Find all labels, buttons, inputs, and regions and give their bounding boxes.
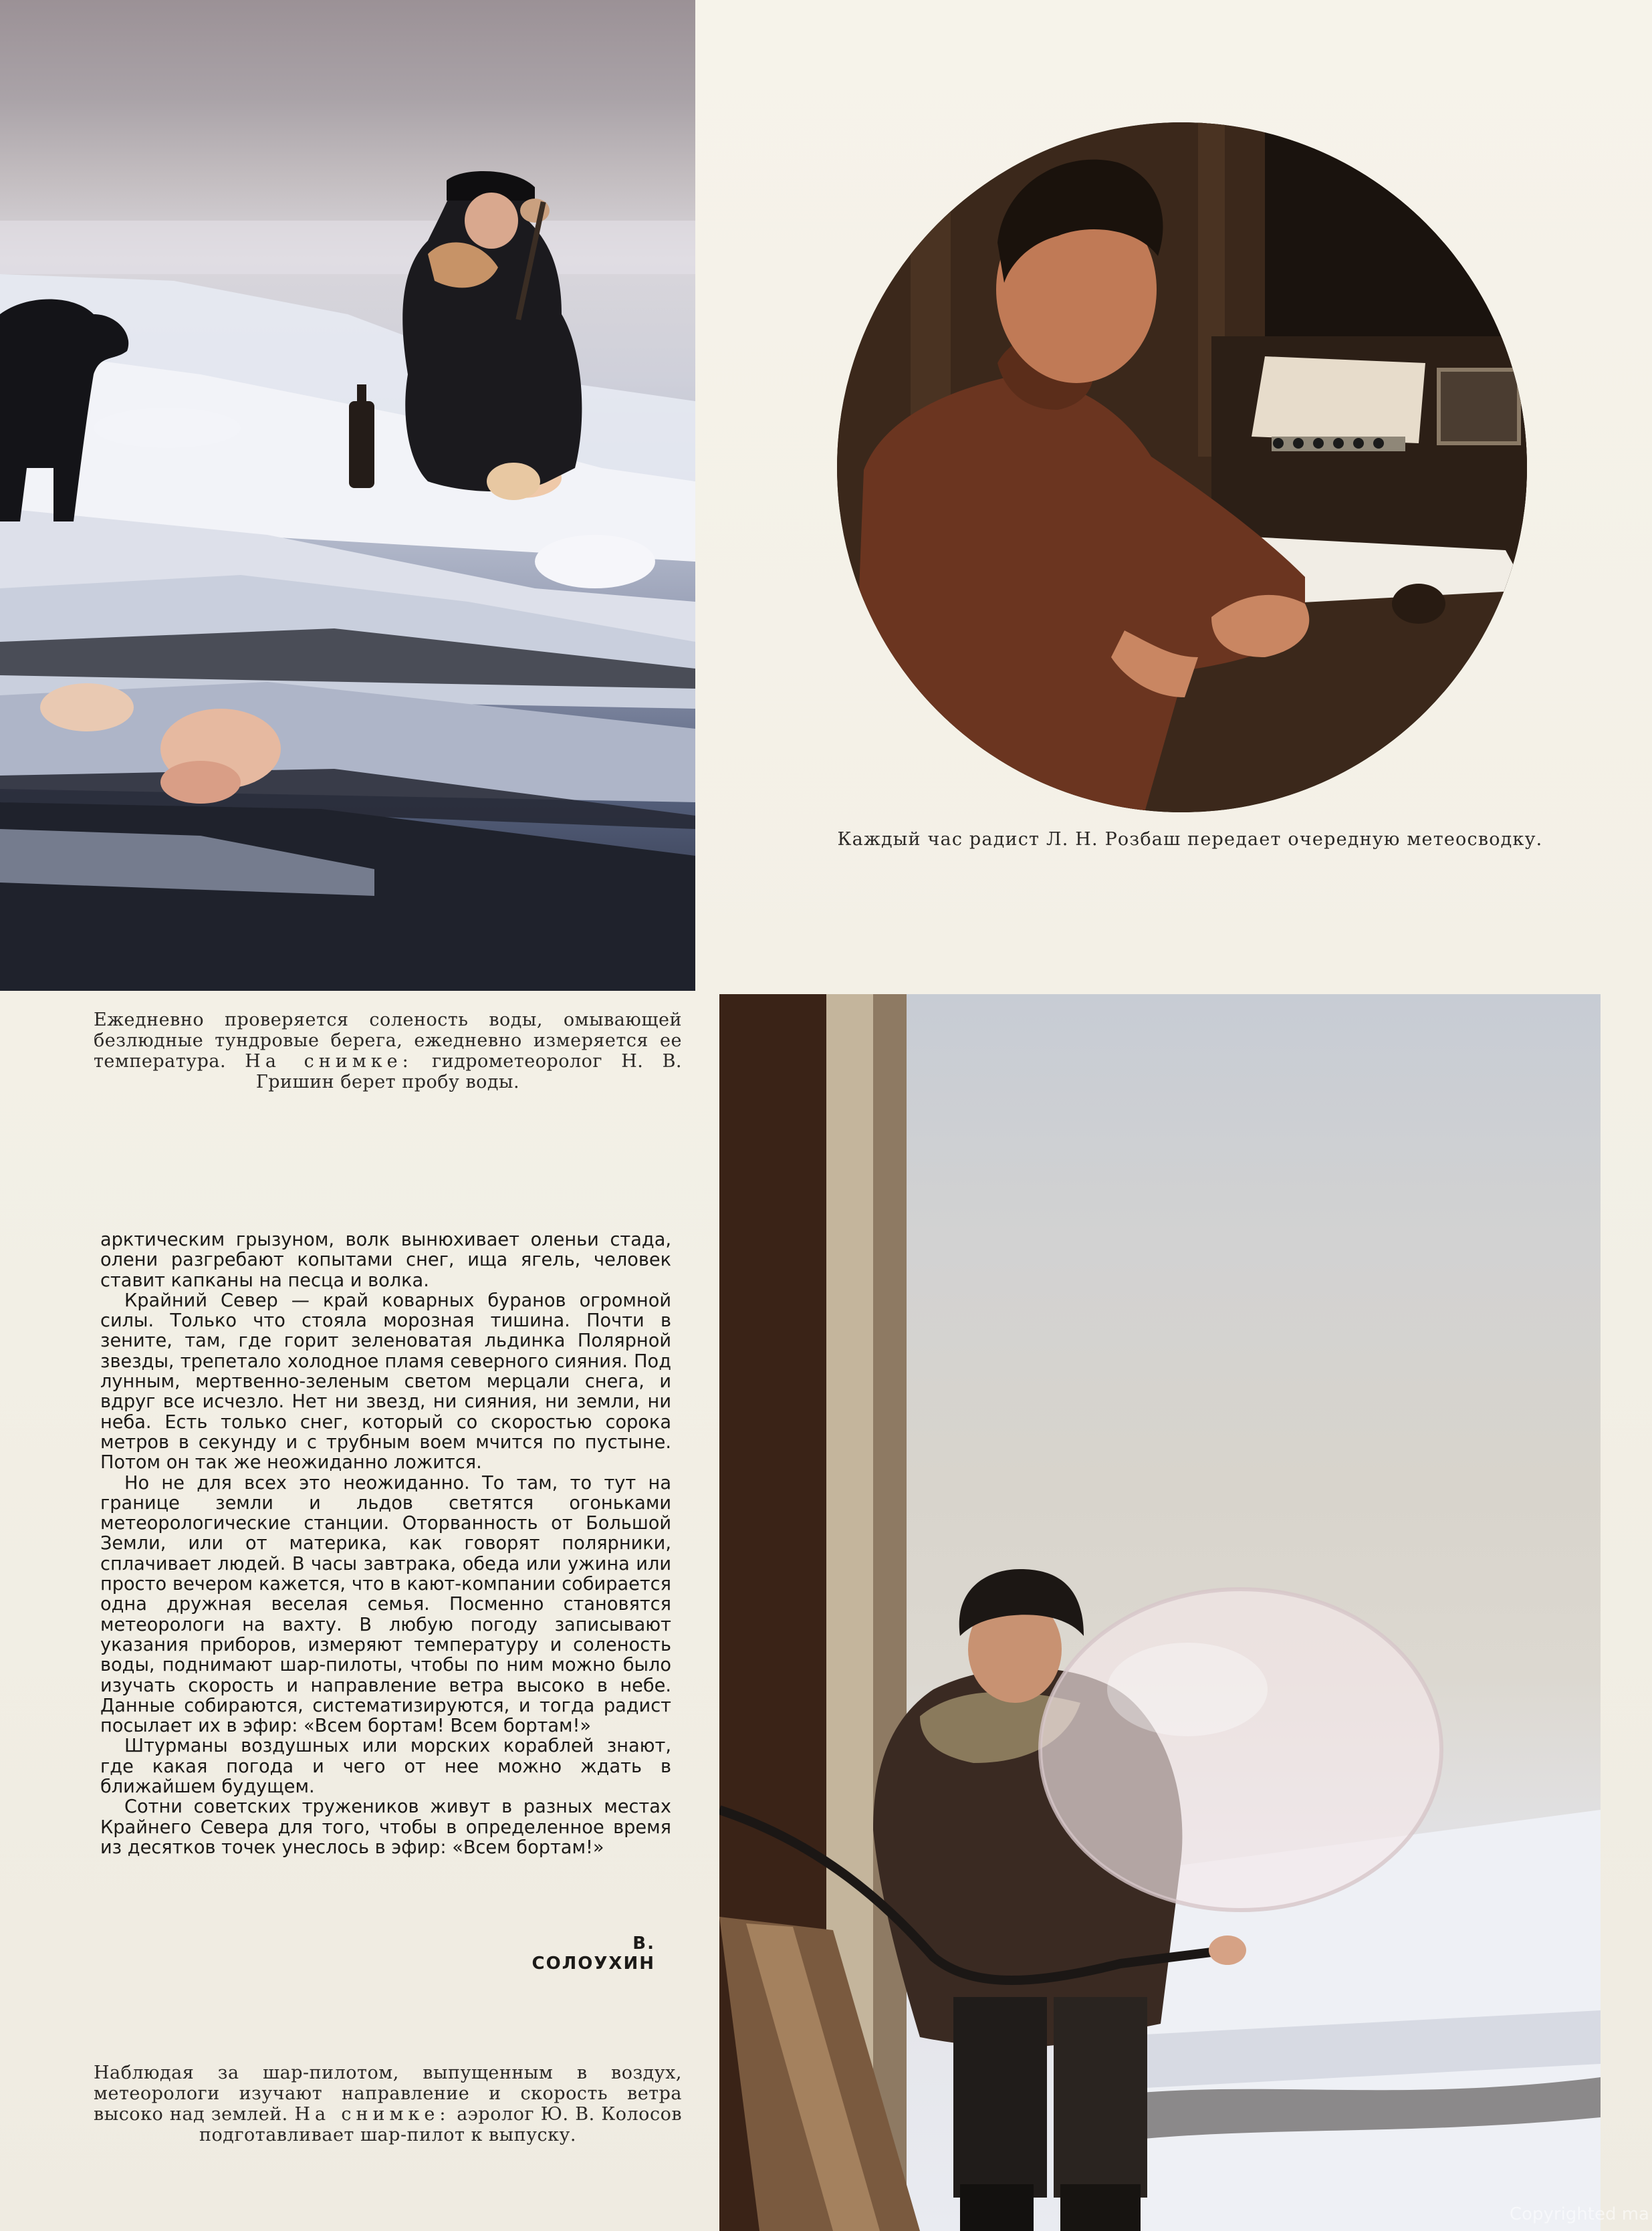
article-paragraph: Крайний Север — край коварных буранов огромной силы. Только что стояла морозная тишина. Почти в зените, там, где горит зеленоватая льдинка Полярной звезды, трепетало холодное пламя северного сияния. Под лунным, мертвенно-зеленым светом мерцали снега, и вдруг все исчезло. Нет ни звезд, ни сияния, ни земли, ни неба. Есть только снег, который со скоростью сорока метров в секунду и с трубным воем мчится по пустыне. Потом он так же неожиданно ложится.	[100, 1290, 671, 1474]
photo-balloon-illustration	[719, 994, 1601, 2231]
photo-balloon	[719, 994, 1601, 2231]
photo-radio-operator-illustration	[837, 122, 1527, 812]
caption-ice-shore	[94, 1010, 682, 1092]
photo-ice-shore	[0, 0, 695, 991]
article-paragraph: Сотни советских тружеников живут в разных местах Крайнего Севера для того, чтобы в определенное время из десятков точек унеслось в эфир: «Всем бортам!»	[100, 1796, 671, 1858]
caption-ice-lead: На снимке:	[245, 1051, 413, 1072]
photo-radio-operator	[837, 122, 1527, 812]
article-body	[100, 1230, 671, 1858]
copyright-watermark: Copyrighted ma	[1509, 2204, 1649, 2224]
article-paragraph: Штурманы воздушных или морских кораблей знают, где какая погода и чего от нее можно ждать в ближайшем будущем.	[100, 1736, 671, 1798]
article-author: В. СОЛОУХИН	[532, 1933, 655, 1974]
caption-ice-text: Ежедневно проверяется соленость воды, омывающей безлюдные тундровые берега, ежедневно измеряется ее температура.	[94, 1010, 682, 1072]
caption-balloon-lead: На снимке:	[294, 2104, 451, 2125]
caption-balloon	[94, 2063, 682, 2145]
photo-ice-shore-illustration	[0, 0, 695, 991]
caption-radio-operator: Каждый час радист Л. Н. Розбаш передает очередную метеосводку.	[837, 829, 1543, 850]
caption-balloon-rest: аэролог Ю. В. Колосов подготавливает шар-пилот к выпуску.	[199, 2104, 683, 2145]
caption-balloon-text: Наблюдая за шар-пилотом, выпущенным в воздух, метеорологи изучают направление и скорость ветра высоко над землей.	[94, 2063, 682, 2125]
article-paragraph: арктическим грызуном, волк вынюхивает оленьи стада, олени разгребают копытами снег, ища ягель, человек ставит капканы на песца и волка.	[100, 1229, 671, 1291]
caption-ice-rest: гидрометеоролог Н. В. Гришин берет пробу воды.	[255, 1051, 683, 1092]
article-paragraph: Но не для всех это неожиданно. То там, то тут на границе земли и льдов светятся огоньками метеорологические станции. Оторванность от Большой Земли, или от материка, как говорят полярники, сплачивает людей. В часы завтрака, обеда или ужина или просто вечером кажется, что в кают-компании собирается одна дружная веселая семья. Посменно становятся метеорологи на вахту. В любую погоду записывают указания приборов, измеряют температуру и соленость воды, поднимают шар-пилоты, чтобы по ним можно было изучать скорость и направление ветра высоко в небе. Данные собираются, систематизируются, и тогда радист посылает их в эфир: «Всем бортам! Всем бортам!»	[100, 1472, 671, 1737]
